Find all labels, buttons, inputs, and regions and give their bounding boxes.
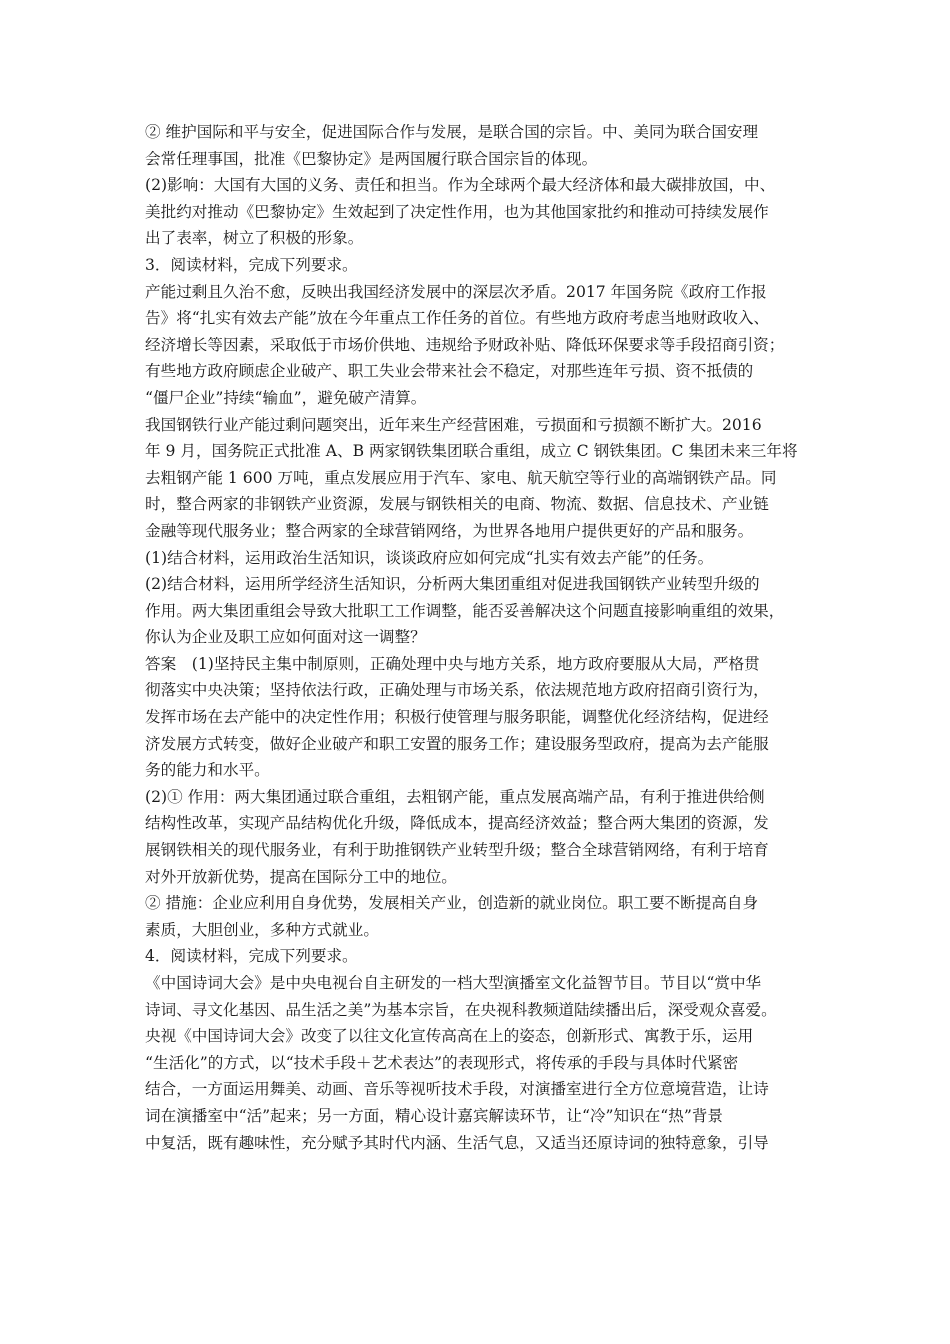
text-line: 结构性改革，实现产品结构优化升级，降低成本，提高经济效益；整合两大集团的资源，发: [145, 814, 769, 833]
text-line: 素质，大胆创业，多种方式就业。: [145, 920, 379, 939]
text-line: “僵尸企业”持续“输血”，避免破产清算。: [145, 388, 427, 407]
text-line: 告》将“扎实有效去产能”放在今年重点工作任务的首位。有些地方政府考虑当地财政收入、: [145, 309, 770, 328]
text-line: “生活化”的方式，以“技术手段＋艺术表达”的表现形式，将传承的手段与具体时代紧密: [145, 1053, 739, 1072]
text-line: 去粗钢产能 1 600 万吨，重点发展应用于汽车、家电、航天航空等行业的高端钢铁产品。同: [145, 468, 777, 487]
text-line: 经济增长等因素，采取低于市场价供地、违规给予财政补贴、降低环保要求等手段招商引资；: [145, 335, 785, 354]
question-heading: 4．阅读材料，完成下列要求。: [145, 947, 358, 966]
text-line: 央视《中国诗词大会》改变了以往文化宣传高高在上的姿态，创新形式、寓教于乐，运用: [145, 1027, 754, 1046]
text-line: 产能过剩且久治不愈，反映出我国经济发展中的深层次矛盾。2017 年国务院《政府工作报: [145, 282, 767, 301]
text-line: 美批约对推动《巴黎协定》生效起到了决定性作用，也为其他国家批约和推动可持续发展作: [145, 202, 769, 221]
text-line: (2)结合材料，运用所学经济生活知识，分析两大集团重组对促进我国钢铁产业转型升级的: [145, 575, 760, 594]
text-line: 对外开放新优势，提高在国际分工中的地位。: [145, 867, 457, 886]
text-line: 诗词、寻文化基因、品生活之美”为基本宗旨，在央视科教频道陆续播出后，深受观众喜爱。: [145, 1000, 777, 1019]
text-line: 务的能力和水平。: [145, 761, 270, 780]
text-line: 出了表率，树立了积极的形象。: [145, 229, 364, 248]
text-line: 年 9 月，国务院正式批准 A、B 两家钢铁集团联合重组，成立 C 钢铁集团。C 集团未来三年将: [145, 442, 798, 461]
text-line: 中复活，既有趣味性，充分赋予其时代内涵、生活气息，又适当还原诗词的独特意象，引导: [145, 1133, 769, 1152]
answer-line: 答案 (1)坚持民主集中制原则，正确处理中央与地方关系，地方政府要服从大局，严格贯: [145, 654, 760, 673]
text-line: (2)① 作用：两大集团通过联合重组，去粗钢产能，重点发展高端产品，有利于推进供给侧: [145, 787, 765, 806]
text-line: 你认为企业及职工应如何面对这一调整？: [145, 628, 426, 647]
text-line: 时，整合两家的非钢铁产业资源，发展与钢铁相关的电商、物流、数据、信息技术、产业链: [145, 495, 769, 514]
text-line: 会常任理事国，批准《巴黎协定》是两国履行联合国宗旨的体现。: [145, 149, 598, 168]
text-line: 展钢铁相关的现代服务业，有利于助推钢铁产业转型升级；整合全球营销网络，有利于培育: [145, 841, 769, 860]
text-line: 济发展方式转变，做好企业破产和职工安置的服务工作；建设服务型政府，提高为去产能服: [145, 734, 769, 753]
text-line: 发挥市场在去产能中的决定性作用；积极行使管理与服务职能，调整优化经济结构，促进经: [145, 708, 769, 727]
text-line: 有些地方政府顾虑企业破产、职工失业会带来社会不稳定，对那些连年亏损、资不抵债的: [145, 362, 754, 381]
text-line: 作用。两大集团重组会导致大批职工工作调整，能否妥善解决这个问题直接影响重组的效果，: [145, 601, 785, 620]
text-line: 词在演播室中“活”起来；另一方面，精心设计嘉宾解读环节，让“冷”知识在“热”背景: [145, 1106, 724, 1125]
question-heading: 3．阅读材料，完成下列要求。: [145, 255, 358, 274]
text-line: 结合，一方面运用舞美、动画、音乐等视听技术手段，对演播室进行全方位意境营造，让诗: [145, 1080, 769, 1099]
text-line: 彻落实中央决策；坚持依法行政，正确处理与市场关系，依法规范地方政府招商引资行为，: [145, 681, 769, 700]
text-line: (1)结合材料，运用政治生活知识，谈谈政府应如何完成“扎实有效去产能”的任务。: [145, 548, 714, 567]
text-line: 我国钢铁行业产能过剩问题突出，近年来生产经营困难，亏损面和亏损额不断扩大。2016: [145, 415, 762, 434]
text-line: 《中国诗词大会》是中央电视台自主研发的一档大型演播室文化益智节目。节目以“赏中华: [145, 974, 762, 992]
text-line: (2)影响：大国有大国的义务、责任和担当。作为全球两个最大经济体和最大碳排放国，中、: [145, 176, 776, 195]
text-line: ② 措施：企业应利用自身优势，发展相关产业，创造新的就业岗位。职工要不断提高自身: [145, 894, 759, 913]
document-body: [145, 119, 835, 1156]
text-line: 金融等现代服务业；整合两家的全球营销网络，为世界各地用户提供更好的产品和服务。: [145, 521, 754, 540]
text-line: ② 维护国际和平与安全，促进国际合作与发展，是联合国的宗旨。中、美同为联合国安理: [145, 123, 759, 141]
